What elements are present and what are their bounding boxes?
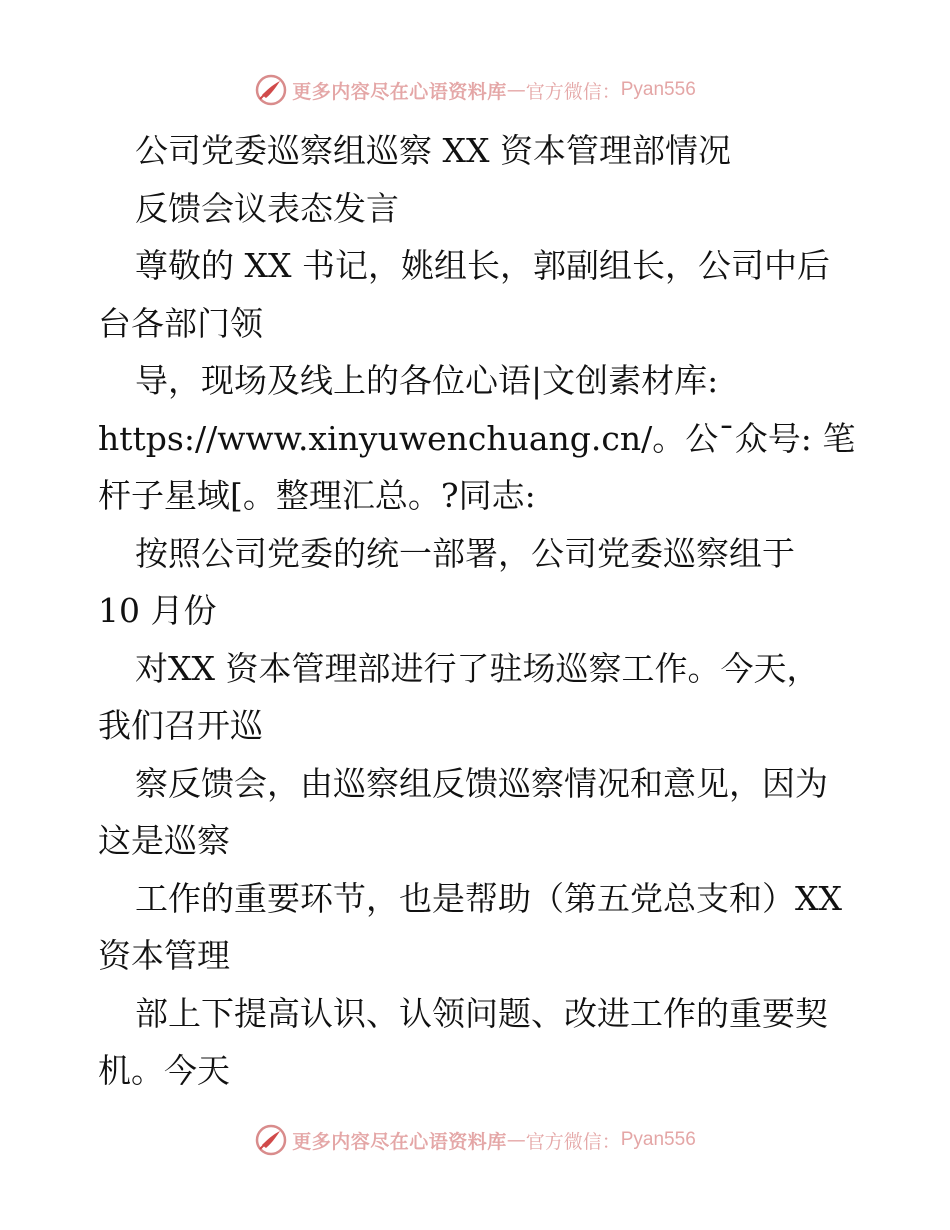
banner-text: 更多内容尽在心语资料库	[292, 1130, 507, 1153]
document-body	[98, 122, 858, 1100]
header-banner	[0, 70, 950, 110]
text-line: 工作的重要环节，也是帮助（第五党总支和）XX	[135, 878, 842, 918]
banner-wechat-id: Pyan556	[620, 1129, 696, 1150]
text-line: 察反馈会，由巡察组反馈巡察情况和意见，因为	[135, 763, 828, 803]
text-line: https://www.xinyuwenchuang.cn/。公¯众号: 笔	[98, 418, 856, 458]
banner-separator: —	[506, 1129, 526, 1151]
text-line: 资本管理	[98, 936, 230, 975]
text-line: 导，现场及线上的各位心语|文创素材库:	[135, 361, 719, 400]
text-line: 10 月份	[98, 591, 217, 630]
banner-separator: —	[506, 79, 526, 101]
text-line: 我们召开巡	[98, 706, 263, 745]
pen-logo-icon	[254, 73, 288, 107]
text-line: 部上下提高认识、认领问题、改进工作的重要契	[135, 993, 828, 1033]
text-line: 对XX 资本管理部进行了驻场巡察工作。今天，	[135, 648, 820, 688]
pen-logo-icon	[254, 1123, 288, 1157]
text-line: 杆子星域[。整理汇总。?同志:	[98, 476, 536, 515]
text-line: 公司党委巡察组巡察 XX 资本管理部情况	[135, 131, 731, 170]
banner-wechat-label: 官方微信：	[525, 1130, 621, 1153]
text-line: 按照公司党委的统一部署，公司党委巡察组于	[135, 533, 795, 573]
text-line: 反馈会议表态发言	[135, 188, 399, 228]
banner-wechat-id: Pyan556	[620, 79, 696, 100]
footer-banner	[0, 1120, 950, 1160]
text-line: 尊敬的 XX 书记，姚组长，郭副组长，公司中后	[135, 246, 830, 285]
banner-wechat-label: 官方微信：	[525, 80, 621, 103]
text-line: 这是巡察	[98, 821, 230, 860]
text-line: 台各部门领	[98, 303, 263, 343]
text-line: 机。今天	[98, 1051, 230, 1090]
banner-text: 更多内容尽在心语资料库	[292, 80, 507, 103]
